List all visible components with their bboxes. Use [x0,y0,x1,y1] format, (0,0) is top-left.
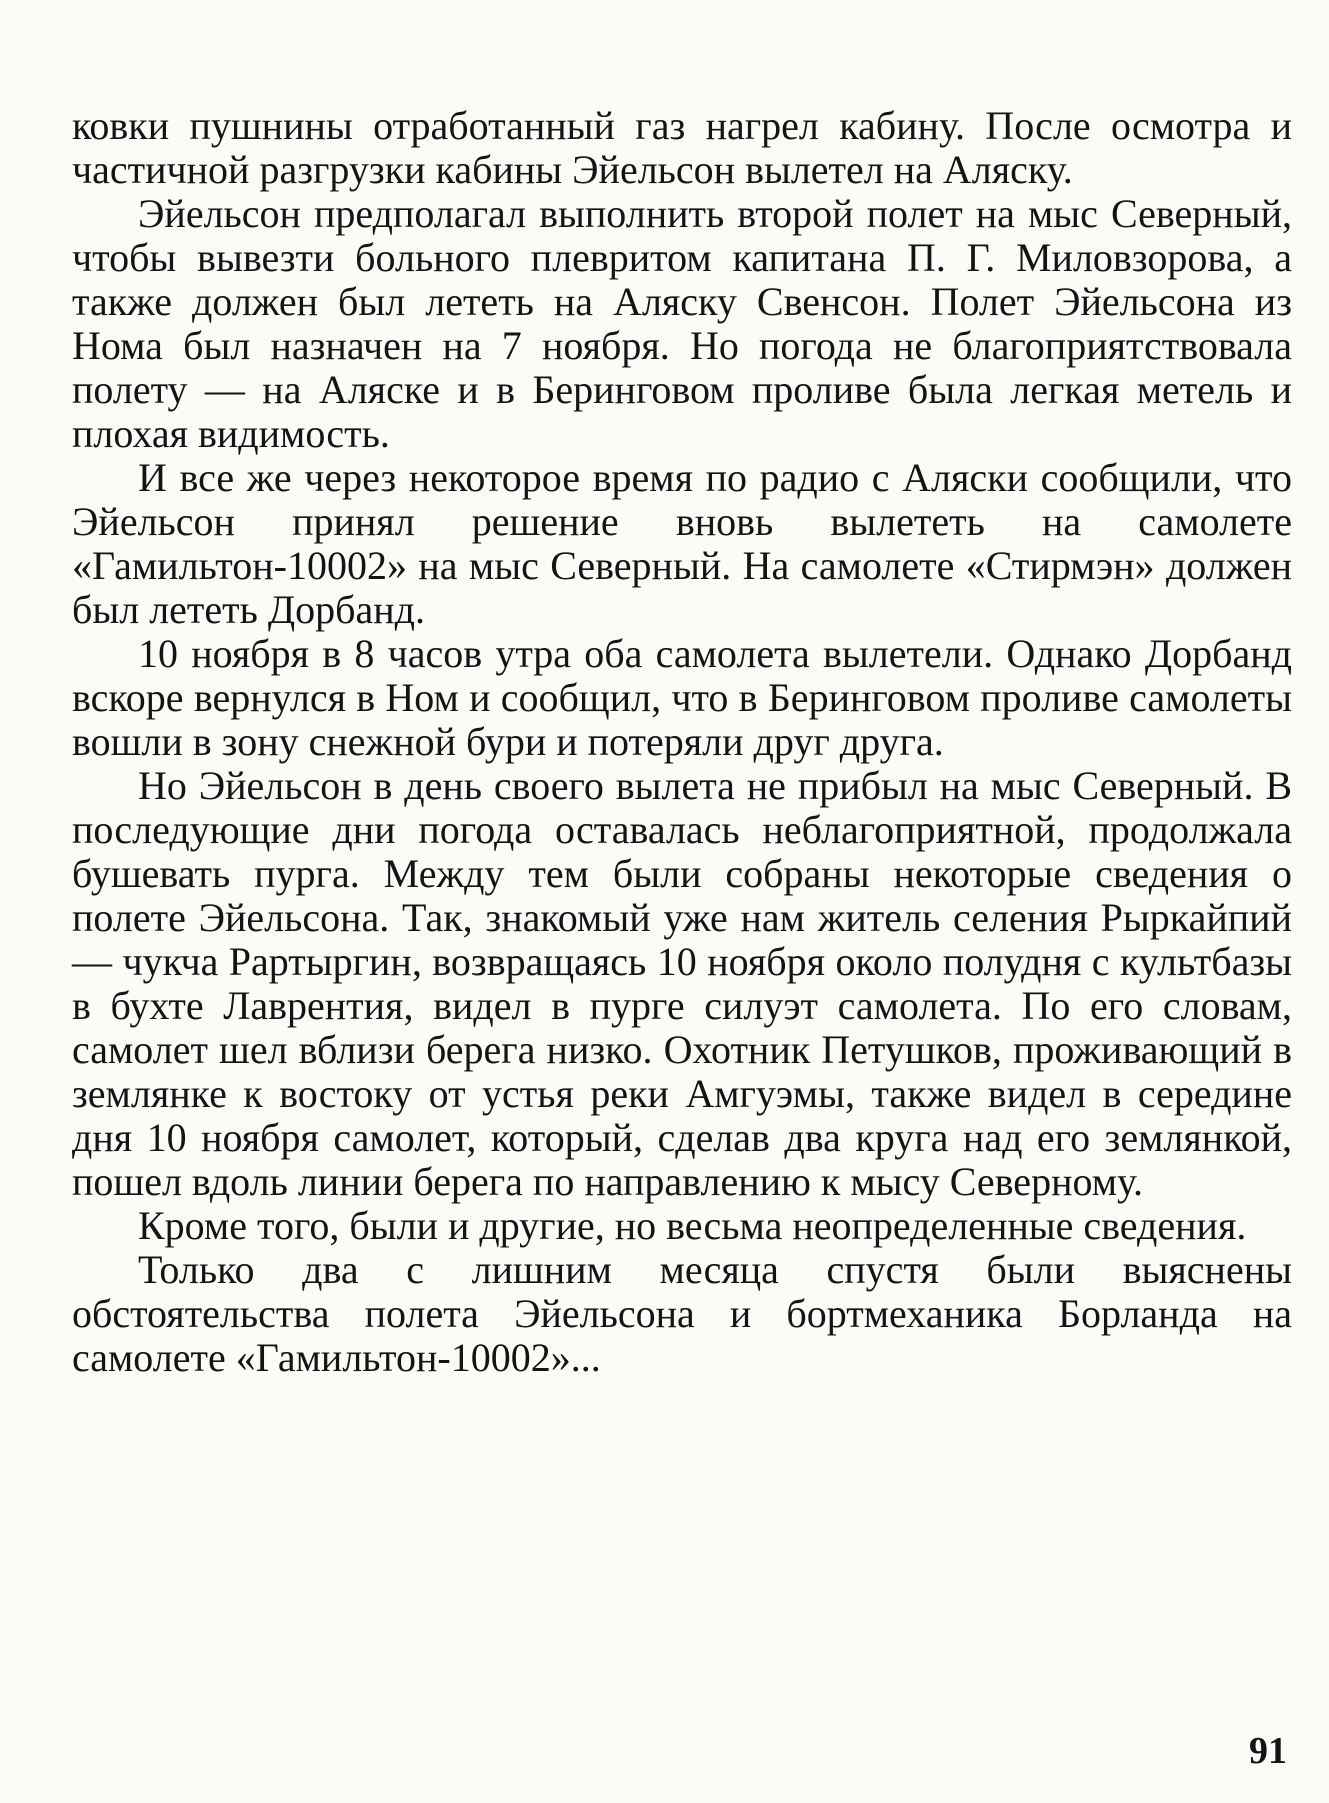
paragraph-5: Но Эйельсон в день своего вылета не прибыл на мыс Северный. В последующие дни погода оставалась неблагоприятной, продолжала бушевать пурга. Между тем были собраны некоторые сведения о полете Эйельсона. Так, знакомый уже нам житель селения Рыркайпий — чукча Рартыргин, возвращаясь 10 ноября около полудня с культбазы в бухте Лаврентия, видел в пурге силуэт самолета. По его словам, самолет шел вблизи берега низко. Охотник Петушков, проживающий в землянке к востоку от устья реки Амгуэмы, также видел в середине дня 10 ноября самолет, который, сделав два круга над его землянкой, пошел вдоль линии берега по направлению к мысу Северному. [72,763,1292,1204]
paragraph-3: И все же через некоторое время по радио с Аляски сообщили, что Эйельсон принял решение вновь вылететь на самолете «Гамильтон-10002» на мыс Северный. На самолете «Стирмэн» должен был лететь Дорбанд. [72,455,1292,632]
paragraph-6: Кроме того, были и другие, но весьма неопределенные сведения. [138,1203,1247,1248]
paragraph-4: 10 ноября в 8 часов утра оба самолета вылетели. Однако Дорбанд вскоре вернулся в Ном и сообщил, что в Беринговом проливе самолеты вошли в зону снежной бури и потеряли друг друга. [72,631,1292,764]
paragraph-2: Эйельсон предполагал выполнить второй полет на мыс Северный, чтобы вывезти больного плевритом капитана П. Г. Миловзорова, а также должен был лететь на Аляску Свенсон. Полет Эйельсона из Нома был назначен на 7 ноября. Но погода не благоприятствовала полету — на Аляске и в Беринговом проливе была легкая метель и плохая видимость. [72,191,1292,456]
paragraph-1: ковки пушнины отработанный газ нагрел кабину. После осмотра и частичной разгрузки кабины Эйельсон вылетел на Аляску. [72,103,1292,192]
page-number: 91 [1249,1730,1287,1772]
page-text [72,104,1292,1380]
paragraph-7: Только два с лишним месяца спустя были выяснены обстоятельства полета Эйельсона и бортмеханика Борланда на самолете «Гамильтон-10002»... [72,1247,1292,1380]
